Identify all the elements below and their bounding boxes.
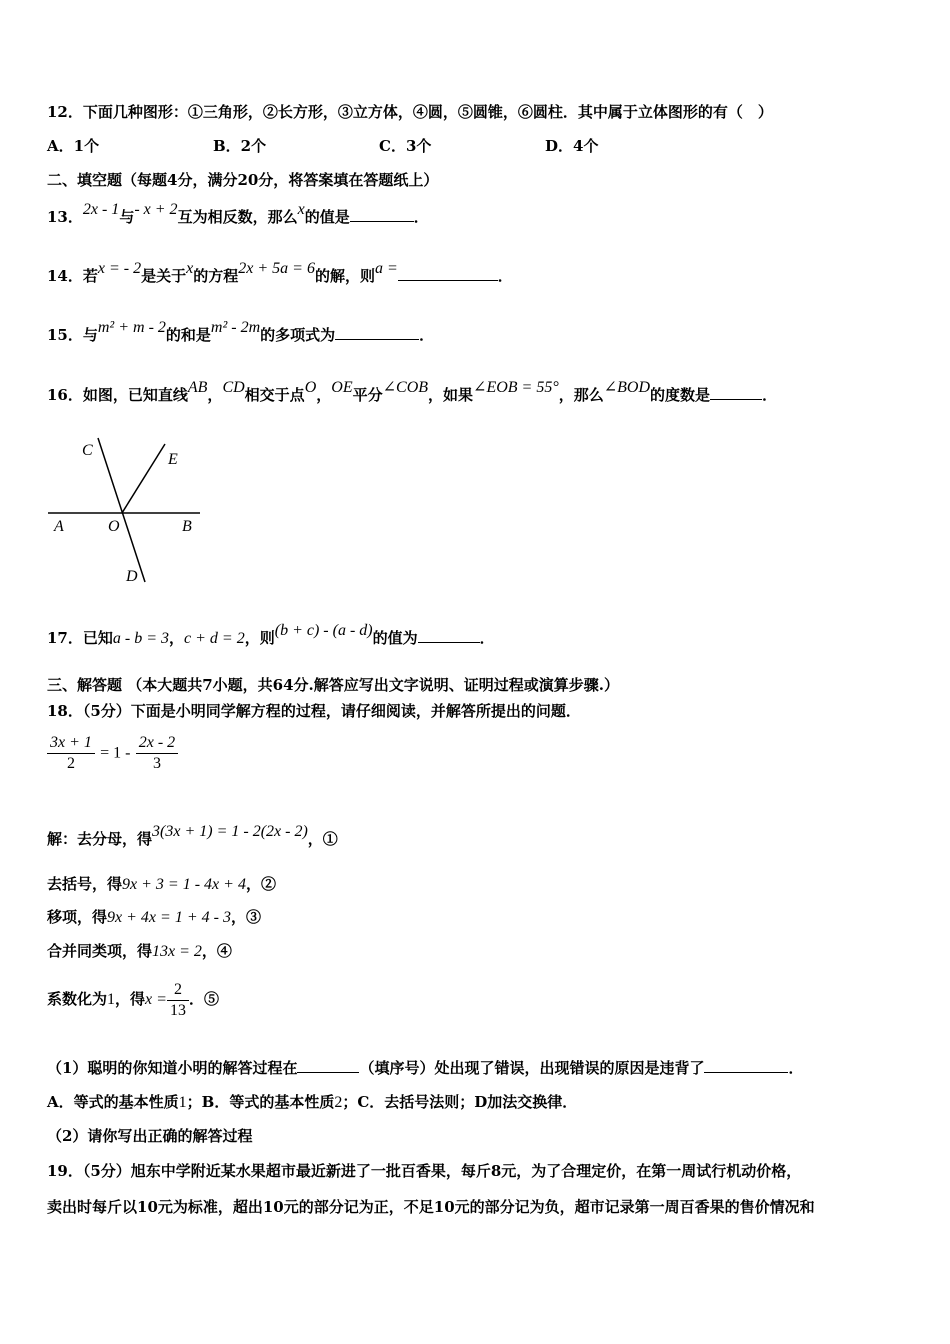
q18-frac1-den: 2 [66, 755, 75, 772]
q16-eob: ∠EOB = 55° [473, 379, 559, 396]
q12-option-d: D．4个 [545, 137, 599, 155]
q18-part2: （2）请你写出正确的解答过程 [47, 1127, 253, 1145]
q17-expr2: c + d = 2 [184, 630, 245, 647]
q15-text1: 的和是 [165, 326, 211, 344]
q16-text4: ，那么 [558, 386, 604, 404]
q18-step2-mark: ，② [245, 875, 276, 893]
ray-oe [122, 444, 165, 513]
q13-expr1: 2x - 1 [82, 201, 120, 218]
q15 [47, 319, 435, 346]
label-o: O [108, 518, 120, 535]
q18-frac2 [136, 733, 178, 774]
q18-step4 [47, 941, 232, 962]
q13 [47, 201, 429, 228]
q18-part1-b: （填序号）处出现了错误，出现错误的原因是违背了 [359, 1059, 705, 1077]
q19-line1: 19．（5分）旭东中学附近某水果超市最近新进了一批百香果，每斤8元，为了合理定价，在第一周试行机动价格， [47, 1162, 802, 1180]
q12-text: 12．下面几种图形：①三角形，②长方形，③立方体，④圆，⑤圆锥，⑥圆柱．其中属于立体图形的有（ ） [47, 103, 773, 121]
q12-option-b: B．2个 [213, 137, 267, 155]
q18-step4-label: 合并同类项，得 [47, 942, 153, 960]
q18-eq-mid: = 1 - [100, 744, 131, 762]
q14-expr1: x = - 2 [97, 260, 142, 277]
q16-text3: ，如果 [428, 386, 474, 404]
q14-end: ． [497, 267, 513, 285]
q17-expr1: a - b = 3 [112, 630, 169, 647]
q16-answer-blank[interactable] [710, 385, 762, 400]
q18-choices [47, 1092, 577, 1113]
q18-choice-b: ；B．等式的基本性质 [186, 1093, 335, 1111]
q18-choice-a: A．等式的基本性质 [47, 1093, 179, 1111]
q16-ab: AB [187, 379, 208, 396]
q16-cob: ∠COB [382, 379, 429, 396]
section2-heading: 二、填空题（每题4分，满分20分，将答案填在答题纸上） [47, 171, 439, 189]
q18-step5-x: x = [145, 991, 167, 1008]
q12-options [47, 136, 598, 156]
q13-text2: 互为相反数，那么 [177, 208, 298, 226]
q18-step4-mark: ，④ [201, 942, 232, 960]
q18-frac1 [47, 733, 95, 774]
q13-end: ． [413, 208, 429, 226]
q16-text2: 平分 [352, 386, 383, 404]
q18-step1 [47, 823, 338, 850]
q16-end: ． [762, 386, 778, 404]
q17-text2: 的值为 [372, 629, 418, 647]
q18-step3-mark: ，③ [230, 908, 261, 926]
q18-part1-blank2[interactable] [704, 1058, 788, 1073]
q18-step5-mark: ．⑤ [188, 990, 219, 1008]
q18-step2-label: 去括号，得 [47, 875, 123, 893]
q18-part1-a: （1）聪明的你知道小明的解答过程在 [47, 1059, 298, 1077]
q15-expr1: m² + m - 2 [97, 319, 166, 336]
q18-step5-text: ，得 [115, 990, 146, 1008]
q16-comma1: ， [207, 386, 223, 404]
q16-o: O [304, 379, 317, 396]
q14-text2: 的方程 [193, 267, 239, 285]
q18-equation [47, 733, 178, 774]
label-c: C [82, 442, 93, 459]
q16-text1: 相交于点 [244, 386, 305, 404]
q13-text3: 的值是 [304, 208, 350, 226]
q18-choice-b-num: 2 [334, 1094, 343, 1111]
label-d: D [126, 568, 138, 585]
q18-step5-label: 系数化为 [47, 990, 108, 1008]
q15-text2: 的多项式为 [260, 326, 336, 344]
q17-number: 17．已知 [47, 629, 113, 647]
q18-choice-rest: ；C．去括号法则；D加法交换律． [342, 1093, 578, 1111]
q14-text1: 是关于 [141, 267, 187, 285]
q18-intro: 18．（5分）下面是小明同学解方程的过程，请仔细阅读，并解答所提出的问题． [47, 702, 581, 720]
q18-step1-expr: 3(3x + 1) = 1 - 2(2x - 2) [152, 823, 308, 840]
q18-step4-expr: 13x = 2 [152, 943, 202, 960]
q13-expr2: - x + 2 [134, 201, 178, 218]
q18-step5-den: 13 [169, 1001, 186, 1019]
q18-frac1-num: 3x + 1 [47, 733, 95, 754]
q12-option-a: A．1个 [47, 137, 100, 155]
q18-step5 [47, 978, 219, 1021]
q16-bod: ∠BOD [603, 379, 651, 396]
label-b: B [182, 518, 192, 535]
q18-frac2-num: 2x - 2 [136, 733, 178, 754]
q17 [47, 622, 495, 649]
q18-part1-blank1[interactable] [297, 1058, 359, 1073]
q15-number: 15．与 [47, 326, 98, 344]
q18-frac2-den: 3 [152, 755, 161, 772]
q17-expr3: (b + c) - (a - d) [274, 622, 373, 639]
q18-step5-num: 2 [167, 980, 189, 1001]
label-e: E [168, 451, 178, 468]
q15-end: ． [419, 326, 435, 344]
q18-step2 [47, 874, 276, 895]
q17-sep: ， [169, 629, 185, 647]
line-cd [98, 438, 145, 582]
q17-end: ． [479, 629, 495, 647]
q16-comma2: ， [316, 386, 332, 404]
q14-var: x [186, 260, 194, 277]
q16-cd: CD [222, 379, 245, 396]
q13-number: 13． [47, 208, 83, 226]
q14-number: 14．若 [47, 267, 98, 285]
q18-step1-mark: ，① [307, 830, 338, 848]
q18-step1-label: 解：去分母，得 [47, 830, 153, 848]
q14 [47, 260, 513, 287]
q15-answer-blank[interactable] [335, 325, 419, 340]
q18-choice-a-num: 1 [178, 1094, 187, 1111]
q18-step3 [47, 907, 261, 928]
q13-text1: 与 [119, 208, 135, 226]
q18-step5-frac [167, 980, 189, 1021]
q13-answer-blank[interactable] [350, 207, 414, 222]
section3-heading: 三、解答题 （本大题共7小题，共64分.解答应写出文字说明、证明过程或演算步骤.） [47, 676, 619, 694]
q14-expr2: 2x + 5a = 6 [238, 260, 315, 277]
q16-oe: OE [331, 379, 353, 396]
q14-text3: 的解，则 [314, 267, 375, 285]
q18-step3-expr: 9x + 4x = 1 + 4 - 3 [107, 909, 231, 926]
q18-step3-label: 移项，得 [47, 908, 108, 926]
q16-number: 16．如图，已知直线 [47, 386, 188, 404]
q12-option-c: C．3个 [379, 137, 432, 155]
q14-expr3: a = [374, 260, 398, 277]
q17-text1: ，则 [244, 629, 275, 647]
q18-step5-one: 1 [107, 991, 116, 1008]
q16-text5: 的度数是 [650, 386, 711, 404]
q14-answer-blank[interactable] [398, 266, 498, 281]
q16 [47, 379, 778, 406]
label-a: A [54, 518, 64, 535]
q18-part1-end: ． [788, 1059, 804, 1077]
q19-line2: 卖出时每斤以10元为标准，超出10元的部分记为正，不足10元的部分记为负，超市记录第一周百香果的售价情况和 [47, 1198, 815, 1216]
q16-figure [40, 430, 210, 590]
q18-step2-expr: 9x + 3 = 1 - 4x + 4 [122, 876, 246, 893]
q18-part1 [47, 1058, 803, 1078]
q17-answer-blank[interactable] [418, 628, 480, 643]
q15-expr2: m² - 2m [210, 319, 261, 336]
q13-var: x [297, 201, 305, 218]
